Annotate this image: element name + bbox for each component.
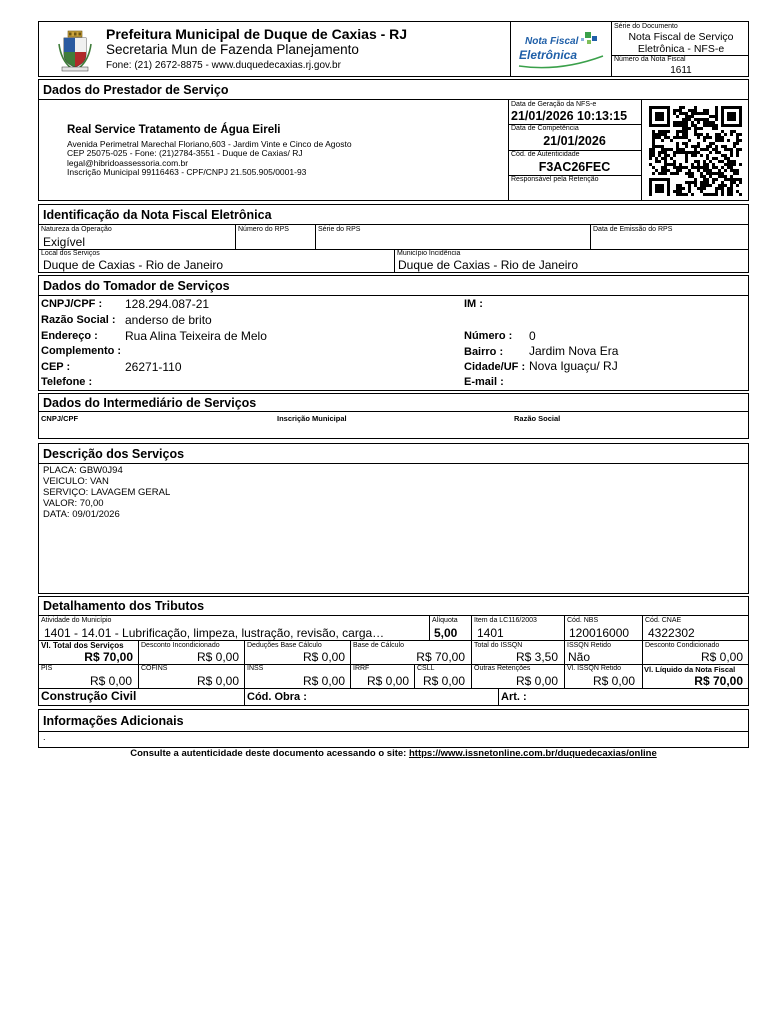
tomador-cidade-label: Cidade/UF : — [464, 361, 526, 373]
construcao-label: Construção Civil — [41, 689, 137, 703]
deducoes-label: Deduções Base Cálculo — [247, 642, 322, 649]
total-issqn-value: R$ 3,50 — [515, 650, 558, 664]
numero-nota-label: Número da Nota Fiscal — [614, 56, 686, 63]
tomador-cnpj-value: 128.294.087-21 — [125, 297, 210, 311]
retencao-label: Responsável pela Retenção — [511, 176, 599, 183]
tomador-cidade-value: Nova Iguaçu/ RJ — [529, 359, 618, 373]
total-servicos-label: Vl. Total dos Serviços — [41, 641, 124, 650]
serie-value-2: Eletrônica - NFS-e — [637, 43, 725, 55]
intermediario-inscricao-label: Inscrição Municipal — [277, 414, 347, 423]
prestador-title: Dados do Prestador de Serviço — [43, 83, 229, 97]
tomador-box — [38, 295, 749, 391]
header-box — [38, 21, 749, 77]
inss-value: R$ 0,00 — [302, 674, 345, 688]
descricao-title: Descrição dos Serviços — [43, 447, 185, 461]
adicionais-title-box — [38, 709, 749, 732]
deducoes-value: R$ 0,00 — [302, 650, 345, 664]
descricao-box — [38, 463, 749, 594]
descricao-line: DATA: 09/01/2026 — [43, 509, 120, 520]
tomador-im-label: IM : — [464, 298, 483, 310]
tomador-bairro-label: Bairro : — [464, 346, 504, 358]
prestador-title-box — [38, 79, 749, 100]
nbs-value: 120016000 — [569, 626, 630, 640]
atividade-value: 1401 - 14.01 - Lubrificação, limpeza, lustração, revisão, carga… — [44, 626, 385, 640]
coat-of-arms-icon — [58, 30, 92, 72]
descricao-line: VEICULO: VAN — [43, 476, 109, 487]
tomador-complemento-label: Complemento : — [41, 345, 122, 357]
natureza-value: Exigível — [43, 235, 86, 249]
descricao-title-box — [38, 443, 749, 464]
csll-label: CSLL — [417, 665, 435, 672]
org-contact: Fone: (21) 2672-8875 - www.duquedecaxias.rj.gov.br — [106, 60, 341, 71]
pis-label: PIS — [41, 665, 53, 672]
footer — [38, 748, 749, 759]
total-servicos-value: R$ 70,00 — [84, 650, 133, 664]
prestador-address: Avenida Perimetral Marechal Floriano,603 - Jardim Vinte e Cinco de Agosto — [67, 139, 352, 149]
irrf-value: R$ 0,00 — [366, 674, 409, 688]
numero-nota-value: 1611 — [670, 65, 692, 76]
adicionais-title: Informações Adicionais — [43, 714, 184, 728]
item-lc-value: 1401 — [477, 626, 504, 640]
municipio-label: Município Incidência — [397, 250, 461, 257]
obra-label: Cód. Obra : — [247, 691, 307, 703]
nfe-logo — [515, 28, 607, 72]
intermediario-box — [38, 411, 749, 439]
atividade-label: Atividade do Município — [41, 617, 112, 624]
aliquota-label: Alíquota — [432, 617, 458, 624]
tributos-title: Detalhamento dos Tributos — [43, 599, 205, 613]
tomador-cep-label: CEP : — [41, 361, 71, 373]
geracao-value: 21/01/2026 10:13:15 — [511, 109, 628, 123]
municipio-value: Duque de Caxias - Rio de Janeiro — [398, 258, 579, 272]
desc-cond-label: Desconto Condicionado — [645, 642, 720, 649]
nbs-label: Cód. NBS — [567, 617, 599, 624]
intermediario-title: Dados do Intermediário de Serviços — [43, 396, 257, 410]
serie-label: Série do Documento — [614, 23, 678, 30]
intermediario-title-box — [38, 393, 749, 412]
base-value: R$ 70,00 — [416, 650, 465, 664]
cnae-label: Cód. CNAE — [645, 617, 682, 624]
issqn-retido-value: Não — [568, 650, 591, 664]
art-label: Art. : — [501, 691, 527, 703]
geracao-label: Data de Geração da NFS-e — [511, 101, 597, 108]
tomador-numero-value: 0 — [529, 329, 536, 343]
base-label: Base de Cálculo — [353, 642, 404, 649]
intermediario-razao-label: Razão Social — [514, 414, 561, 423]
numero-rps-label: Número do RPS — [238, 226, 289, 233]
serie-rps-label: Série do RPS — [318, 226, 361, 233]
data-rps-label: Data de Emissão do RPS — [593, 226, 673, 233]
local-value: Duque de Caxias - Rio de Janeiro — [43, 258, 224, 272]
pis-value: R$ 0,00 — [89, 674, 132, 688]
cnae-value: 4322302 — [648, 626, 695, 640]
cofins-label: COFINS — [141, 665, 168, 672]
tributos-box — [38, 615, 749, 706]
tomador-title-box — [38, 275, 749, 296]
tributos-title-box — [38, 596, 749, 616]
nfe-logo-text-1: Nota Fiscal — [525, 36, 579, 47]
issqn-retido-label: ISSQN Retido — [567, 642, 611, 649]
desc-incond-value: R$ 0,00 — [196, 650, 239, 664]
irrf-label: IRRF — [353, 665, 370, 672]
aliquota-value: 5,00 — [434, 626, 458, 640]
footer-text: Consulte a autenticidade deste documento acessando o site: — [130, 748, 409, 759]
vl-issqn-retido-value: R$ 0,00 — [592, 674, 635, 688]
local-label: Local dos Serviços — [41, 250, 100, 257]
prestador-inscricao: Inscrição Municipal 99116463 - CPF/CNPJ 21.505.905/0001-93 — [67, 167, 307, 177]
outras-value: R$ 0,00 — [515, 674, 558, 688]
autenticidade-value: F3AC26FEC — [538, 160, 611, 174]
tomador-cnpj-label: CNPJ/CPF : — [41, 298, 103, 310]
total-issqn-label: Total do ISSQN — [474, 642, 523, 649]
desc-cond-value: R$ 0,00 — [700, 650, 743, 664]
autenticidade-label: Cód. de Autenticidade — [511, 151, 580, 158]
tomador-razao-value: anderso de brito — [125, 313, 212, 327]
competencia-label: Data de Competência — [511, 125, 579, 132]
qr-code-icon — [649, 106, 743, 196]
cofins-value: R$ 0,00 — [196, 674, 239, 688]
identificacao-title: Identificação da Nota Fiscal Eletrônica — [43, 208, 272, 222]
adicionais-box — [38, 731, 749, 748]
identificacao-box — [38, 224, 749, 273]
competencia-value: 21/01/2026 — [543, 134, 606, 148]
liquido-label: Vl. Líquido da Nota Fiscal — [644, 665, 736, 674]
prestador-email: legal@hibridoassessoria.com.br — [67, 158, 189, 168]
adicionais-text: . — [43, 732, 46, 742]
tomador-email-label: E-mail : — [464, 376, 504, 388]
serie-value-1: Nota Fiscal de Serviço — [628, 31, 734, 43]
tomador-telefone-label: Telefone : — [41, 376, 93, 388]
org-title: Prefeitura Municipal de Duque de Caxias - RJ — [106, 26, 408, 42]
authenticity-link[interactable]: https://www.issnetonline.com.br/duquedecaxias/online — [408, 748, 657, 759]
natureza-label: Natureza da Operação — [41, 226, 112, 233]
nfe-logo-text-2: Eletrônica — [519, 48, 578, 62]
tomador-numero-label: Número : — [464, 330, 513, 342]
intermediario-cnpj-label: CNPJ/CPF — [41, 414, 79, 423]
desc-incond-label: Desconto Incondicionado — [141, 642, 220, 649]
tomador-endereco-value: Rua Alina Teixeira de Melo — [125, 329, 267, 343]
descricao-line: PLACA: GBW0J94 — [43, 465, 123, 476]
prestador-box — [38, 99, 749, 201]
tomador-cep-value: 26271-110 — [125, 360, 182, 374]
org-subtitle: Secretaria Mun de Fazenda Planejamento — [106, 42, 359, 57]
tomador-endereco-label: Endereço : — [41, 330, 98, 342]
identificacao-title-box — [38, 204, 749, 225]
item-lc-label: Item da LC116/2003 — [474, 617, 537, 624]
csll-value: R$ 0,00 — [422, 674, 465, 688]
prestador-cep: CEP 25075-025 - Fone: (21)2784-3551 - Duque de Caxias/ RJ — [67, 148, 303, 158]
tomador-bairro-value: Jardim Nova Era — [529, 344, 619, 358]
tomador-razao-label: Razão Social : — [41, 314, 116, 326]
descricao-line: VALOR: 70,00 — [43, 498, 104, 509]
descricao-line: SERVIÇO: LAVAGEM GERAL — [43, 487, 171, 498]
outras-label: Outras Retenções — [474, 665, 531, 672]
prestador-name: Real Service Tratamento de Água Eireli — [67, 124, 281, 136]
inss-label: INSS — [247, 665, 264, 672]
tomador-title: Dados do Tomador de Serviços — [43, 279, 230, 293]
liquido-value: R$ 70,00 — [694, 674, 743, 688]
vl-issqn-retido-label: Vl. ISSQN Retido — [567, 665, 622, 672]
